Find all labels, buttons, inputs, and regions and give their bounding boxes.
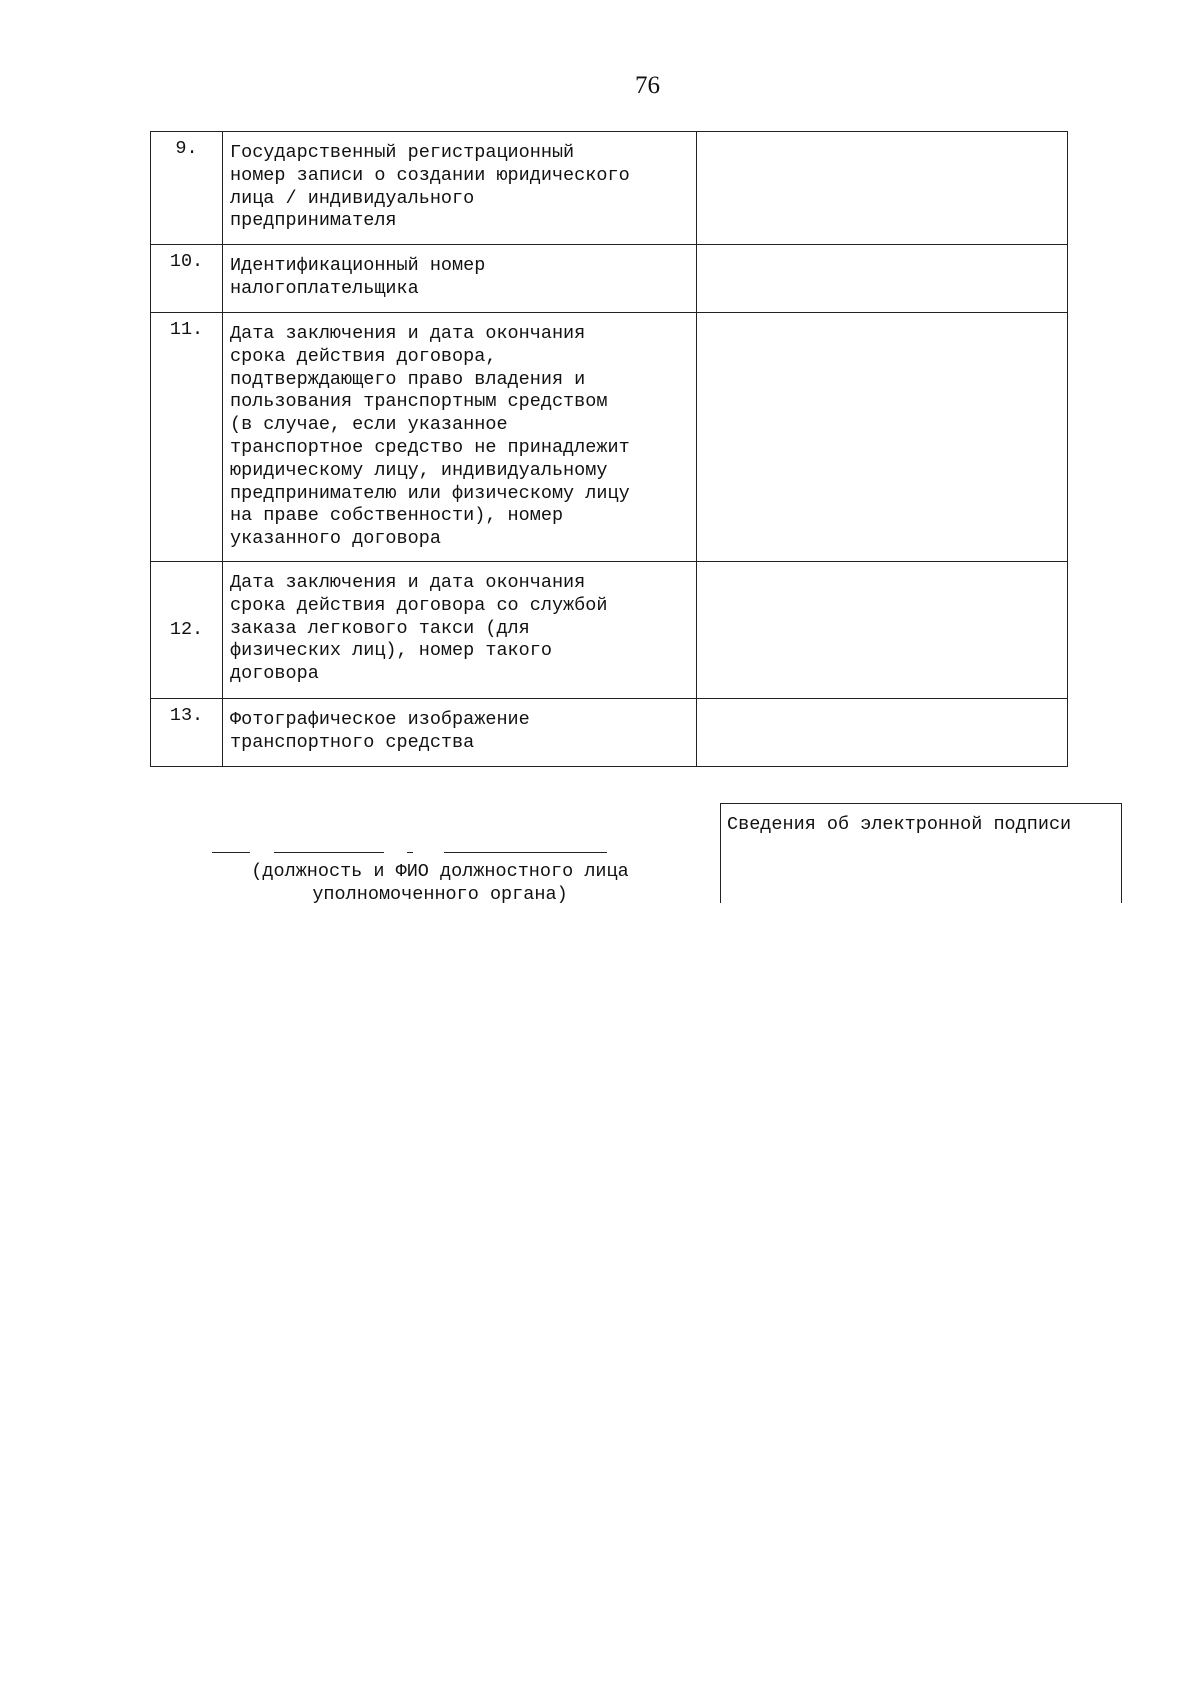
row-description-text: Идентификационный номер налогоплательщика xyxy=(230,255,486,299)
signature-caption: (должность и ФИО должностного лица уполномоченного органа) xyxy=(251,861,629,905)
electronic-signature-title: Сведения об электронной подписи xyxy=(727,814,1072,835)
row-description-text: Государственный регистрационный номер записи о создании юридического лица / индивидуального предпринимателя xyxy=(230,142,630,232)
row-description xyxy=(223,313,697,562)
signature-line-segment xyxy=(274,852,384,853)
row-value xyxy=(697,245,1068,313)
page-number: 76 xyxy=(635,72,660,99)
row-description-text: Фотографическое изображение транспортного средства xyxy=(230,709,530,753)
row-description-text: Дата заключения и дата окончания срока действия договора, подтверждающего право владения и пользования транспортным средством (в случае, если указанное транспортное средство не принадлежит юридическому лицу, индивидуальному предпринимателю или физическому лицу на праве собственности), номер указанного договора xyxy=(230,323,630,550)
row-value xyxy=(697,699,1068,767)
signature-line-segment xyxy=(407,852,413,853)
row-number: 10. xyxy=(151,245,223,313)
table-row xyxy=(151,699,1068,767)
row-number: 9. xyxy=(151,132,223,245)
table-row xyxy=(151,245,1068,313)
signature-line-segment xyxy=(212,852,250,853)
row-value xyxy=(697,562,1068,699)
row-value xyxy=(697,313,1068,562)
table-row xyxy=(151,132,1068,245)
row-description xyxy=(223,562,697,699)
vehicle-info-table xyxy=(150,131,1068,767)
signature-line-segment xyxy=(444,852,607,853)
signature-lines xyxy=(212,852,612,856)
electronic-signature-box xyxy=(720,803,1122,903)
row-description xyxy=(223,245,697,313)
row-description xyxy=(223,699,697,767)
row-value xyxy=(697,132,1068,245)
table-row xyxy=(151,562,1068,699)
row-description-text: Дата заключения и дата окончания срока действия договора со службой заказа легкового такси (для физических лиц), номер такого договора xyxy=(230,572,608,685)
row-number: 11. xyxy=(151,313,223,562)
table-row xyxy=(151,313,1068,562)
row-number: 12. xyxy=(151,562,223,699)
row-number: 13. xyxy=(151,699,223,767)
row-description xyxy=(223,132,697,245)
